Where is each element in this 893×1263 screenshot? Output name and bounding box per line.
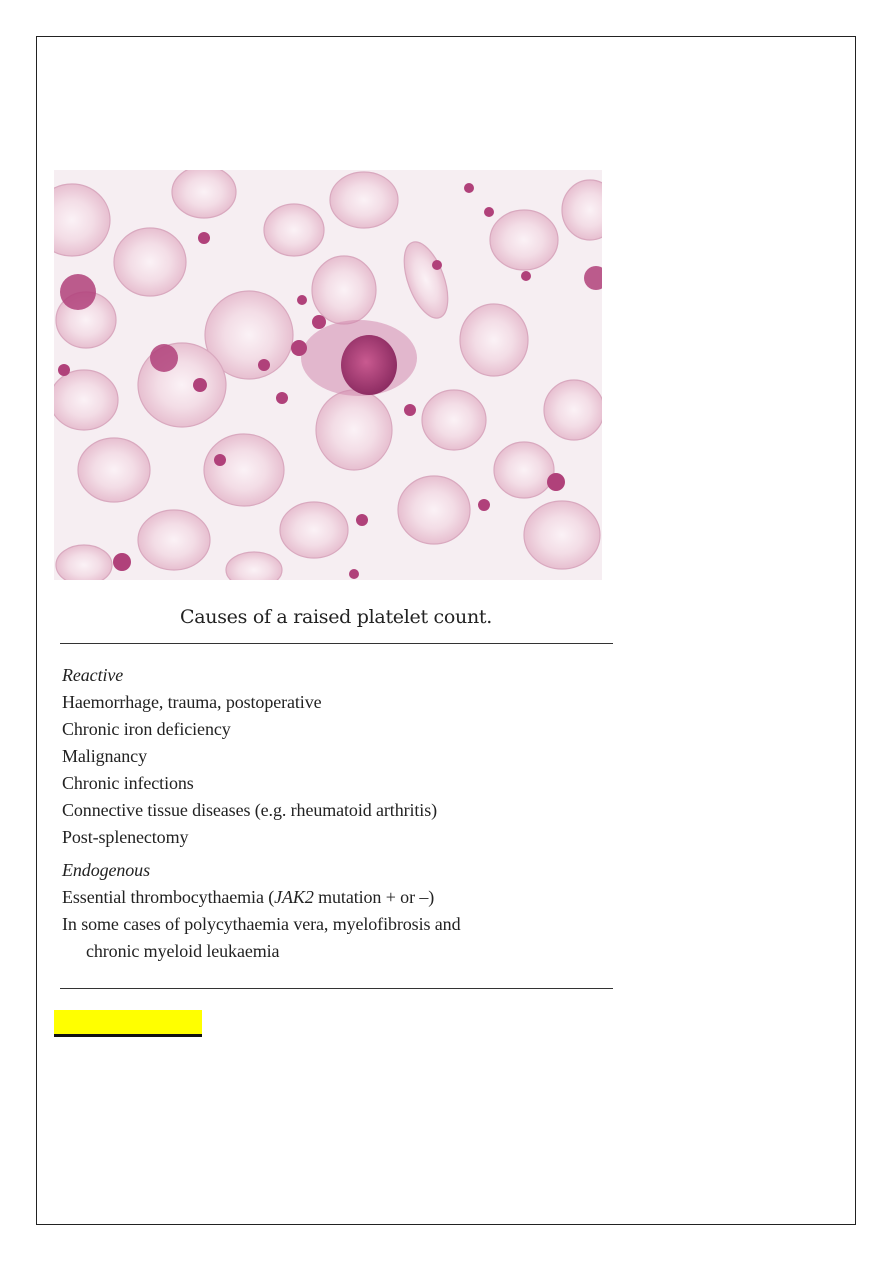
list-item: In some cases of polycythaemia vera, myelofibrosis and	[62, 914, 461, 934]
group-heading: Endogenous	[62, 860, 150, 880]
list-item: Post-splenectomy	[62, 827, 189, 847]
table-bottom-rule	[60, 988, 613, 989]
gene-name: JAK2	[274, 887, 314, 907]
highlight-marker	[54, 1010, 202, 1037]
list-item: Connective tissue diseases (e.g. rheumatoid arthritis)	[62, 800, 437, 820]
table-top-rule	[60, 643, 613, 644]
causes-table	[62, 662, 622, 965]
blood-smear-image	[54, 170, 602, 580]
list-item: Chronic infections	[62, 773, 194, 793]
list-item: Malignancy	[62, 746, 147, 766]
table-title: Causes of a raised platelet count.	[180, 606, 492, 628]
item-text: mutation + or –)	[313, 887, 435, 907]
list-item-continuation: chronic myeloid leukaemia	[86, 941, 280, 961]
item-text: Essential thrombocythaemia (	[62, 887, 275, 907]
group-endogenous	[62, 857, 622, 965]
list-item: Chronic iron deficiency	[62, 719, 231, 739]
list-item: Haemorrhage, trauma, postoperative	[62, 692, 322, 712]
group-heading: Reactive	[62, 665, 124, 685]
large-platelet-cluster	[301, 320, 417, 396]
group-reactive	[62, 662, 622, 851]
list-item	[62, 884, 622, 911]
